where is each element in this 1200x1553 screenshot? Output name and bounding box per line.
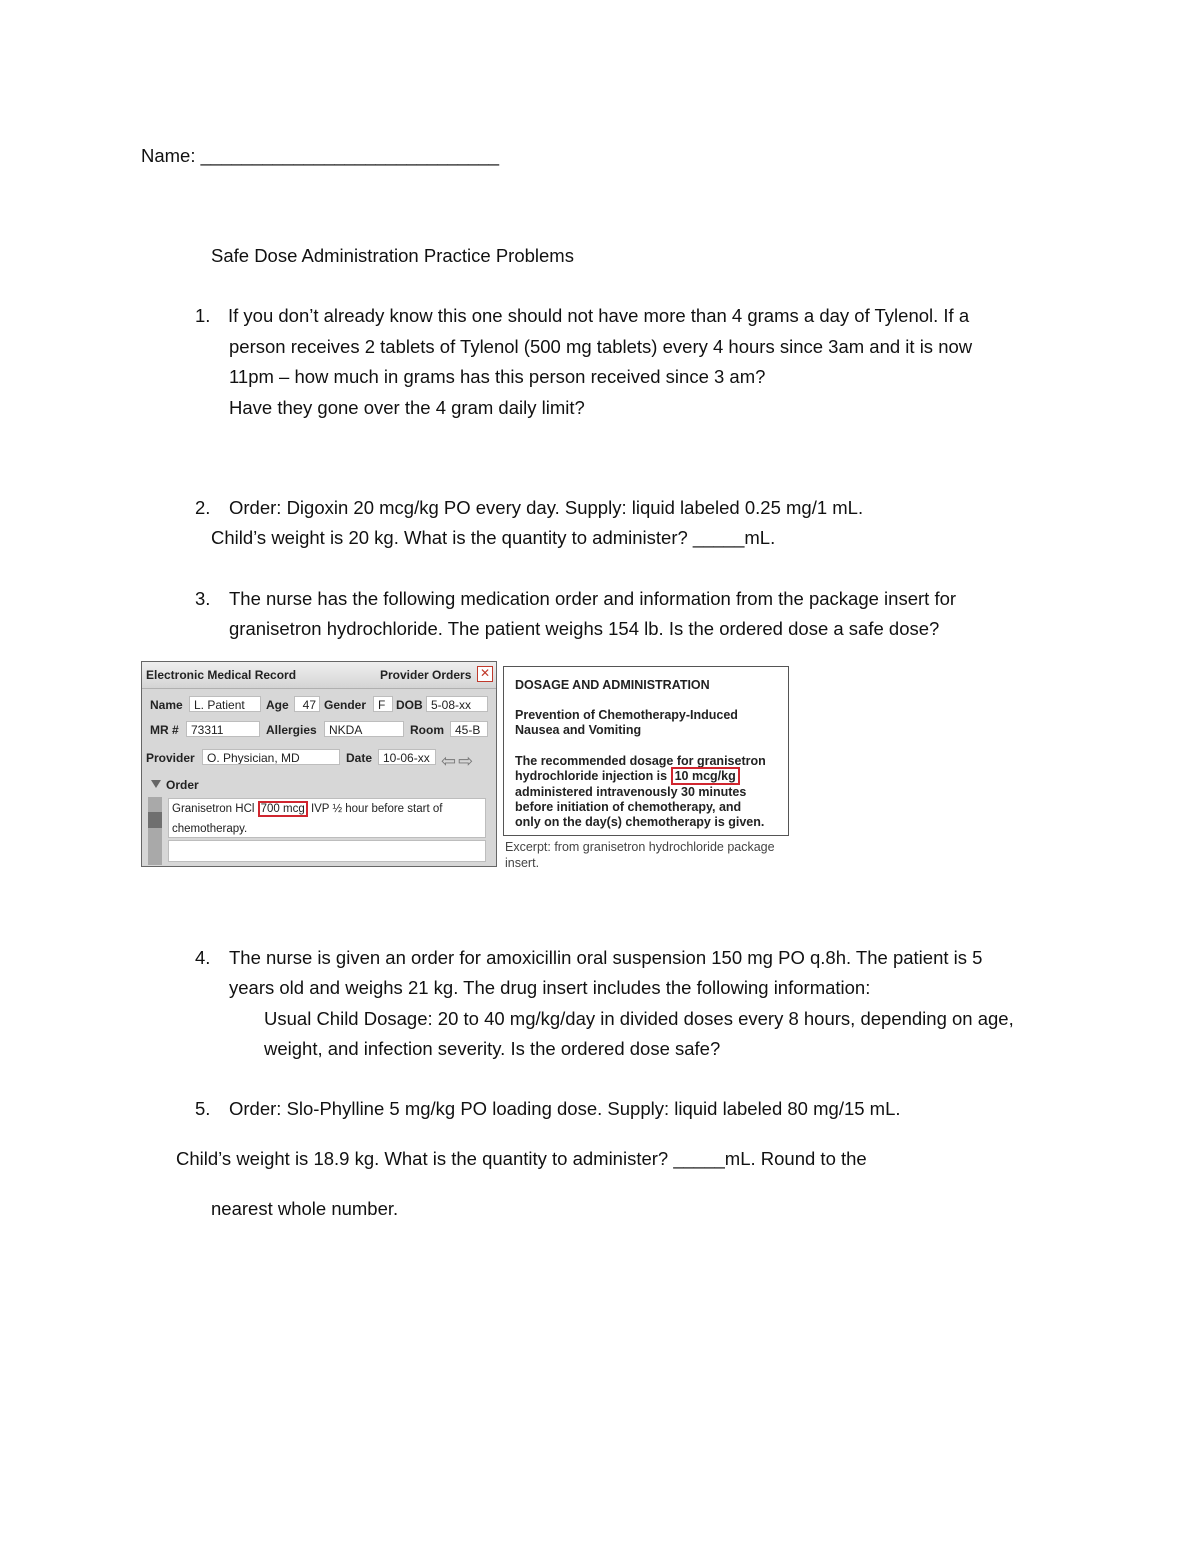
emr-gender-field[interactable]: F [373, 696, 393, 712]
emr-order-label: Order [166, 778, 199, 792]
order-line-2: chemotherapy. [172, 823, 248, 835]
problem-1-line-3: 11pm – how much in grams has this person received since 3 am? [229, 366, 766, 387]
dosage-subheading-1: Prevention of Chemotherapy-Induced [515, 708, 738, 722]
problem-5-number: 5. [195, 1098, 211, 1119]
emr-age-field[interactable]: 47 [294, 696, 320, 712]
dosage-insert-box [503, 666, 789, 836]
order-empty-row[interactable] [168, 840, 486, 862]
problem-4-line-3: Usual Child Dosage: 20 to 40 mg/kg/day in divided doses every 8 hours, depending on age, [264, 1008, 1014, 1029]
emr-room-label: Room [410, 723, 444, 737]
order-dose-highlight: 700 mcg [258, 801, 308, 817]
worksheet-title: Safe Dose Administration Practice Problems [211, 245, 574, 266]
emr-provider-field[interactable]: O. Physician, MD [202, 749, 340, 765]
emr-mr-label: MR # [150, 723, 179, 737]
emr-date-label: Date [346, 751, 373, 765]
problem-3-number: 3. [195, 588, 211, 609]
provider-orders-label: Provider Orders [380, 668, 472, 682]
emr-name-field[interactable]: L. Patient [189, 696, 261, 712]
dosage-subheading-2: Nausea and Vomiting [515, 723, 642, 737]
problem-2-line-1: Order: Digoxin 20 mcg/kg PO every day. Supply: liquid labeled 0.25 mg/1 mL. [229, 497, 864, 518]
problem-2-line-2: Child’s weight is 20 kg. What is the quantity to administer? _____mL. [211, 527, 776, 548]
dosage-heading: DOSAGE AND ADMINISTRATION [515, 678, 710, 692]
problem-4-number: 4. [195, 947, 211, 968]
emr-dob-label: DOB [396, 698, 423, 712]
dosage-line-5: only on the day(s) chemotherapy is given. [515, 815, 765, 829]
problem-1-line-4: Have they gone over the 4 gram daily limit? [229, 397, 585, 418]
problem-5-line-1: Order: Slo-Phylline 5 mg/kg PO loading dose. Supply: liquid labeled 80 mg/15 mL. [229, 1098, 901, 1119]
dosage-line-2-text: hydrochloride injection is [515, 769, 671, 783]
name-blank[interactable]: _____________________________ [200, 145, 500, 166]
order-route: IVP ½ hour before start of [307, 803, 443, 815]
problem-4-line-4: weight, and infection severity. Is the ordered dose safe? [264, 1038, 721, 1059]
emr-gender-label: Gender [324, 698, 367, 712]
dosage-line-4: before initiation of chemotherapy, and [515, 800, 742, 814]
electronic-medical-record-panel [141, 661, 497, 867]
emr-date-field[interactable]: 10-06-xx [378, 749, 436, 765]
emr-age-label: Age [266, 698, 289, 712]
dosage-highlight: 10 mcg/kg [671, 767, 740, 785]
order-drug: Granisetron HCl [172, 803, 258, 815]
emr-provider-label: Provider [146, 751, 195, 765]
emr-name-label: Name [150, 698, 183, 712]
dosage-line-1: The recommended dosage for granisetron [515, 754, 766, 768]
name-label: Name: [141, 145, 201, 166]
problem-1-line-2: person receives 2 tablets of Tylenol (500 mg tablets) every 4 hours since 3am and it is now [229, 336, 973, 357]
emr-title: Electronic Medical Record [146, 668, 297, 682]
expand-triangle-icon[interactable] [151, 780, 161, 788]
order-text-box[interactable] [168, 798, 486, 838]
problem-1-number: 1. [195, 305, 211, 326]
order-scrollbar-thumb[interactable] [148, 812, 162, 828]
problem-1-line-1: If you don’t already know this one should not have more than 4 grams a day of Tylenol. If a [228, 305, 970, 326]
prev-next-arrows-icon[interactable]: ⇦⇨ [441, 751, 476, 771]
order-scrollbar[interactable] [148, 797, 162, 865]
problem-4-line-1: The nurse is given an order for amoxicillin oral suspension 150 mg PO q.8h. The patient is 5 [229, 947, 983, 968]
problem-4-line-2: years old and weighs 21 kg. The drug insert includes the following information: [229, 977, 871, 998]
order-line-1 [172, 803, 442, 815]
dosage-line-2 [515, 769, 740, 783]
emr-dob-field[interactable]: 5-08-xx [426, 696, 488, 712]
name-line [141, 145, 499, 167]
close-icon[interactable]: ✕ [477, 666, 493, 682]
problem-2-number: 2. [195, 497, 211, 518]
emr-mr-field[interactable]: 73311 [186, 721, 260, 737]
emr-allergies-field[interactable]: NKDA [324, 721, 404, 737]
emr-allergies-label: Allergies [266, 723, 317, 737]
problem-5-line-3: nearest whole number. [211, 1198, 399, 1219]
emr-room-field[interactable]: 45-B [450, 721, 488, 737]
problem-5-line-2: Child’s weight is 18.9 kg. What is the quantity to administer? _____mL. Round to the [176, 1148, 867, 1169]
problem-3-line-2: granisetron hydrochloride. The patient weighs 154 lb. Is the ordered dose a safe dose? [229, 618, 940, 639]
dosage-line-3: administered intravenously 30 minutes [515, 785, 747, 799]
problem-3-line-1: The nurse has the following medication order and information from the package insert for [229, 588, 957, 609]
dosage-caption: Excerpt: from granisetron hydrochloride package insert. [505, 840, 775, 870]
